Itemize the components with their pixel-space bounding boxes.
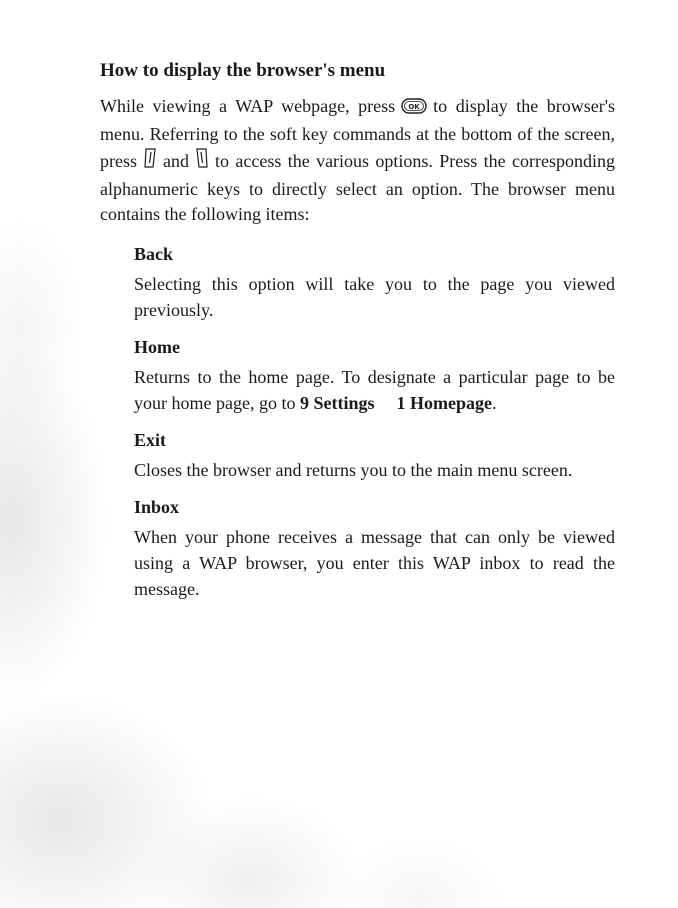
intro-text-2: to display the browser's menu. Referring to the soft key commands at the bottom of the screen, press: [100, 96, 616, 171]
menu-items-list: [134, 242, 615, 602]
intro-text-4: to access the various options. Press the corresponding alphanumeric keys to directly select an option. The browser menu contains the following items:: [100, 151, 615, 224]
item-description: Closes the browser and returns you to the main menu screen.: [134, 459, 573, 480]
section-heading: How to display the browser's menu: [100, 60, 386, 81]
item-description: [134, 364, 615, 416]
menu-item-exit: [134, 428, 615, 483]
ok-key-icon: [401, 96, 427, 122]
svg-text:OK: OK: [408, 103, 420, 111]
settings-path-part2: 1 Homepage: [396, 392, 492, 413]
left-soft-key-icon: [143, 147, 157, 177]
intro-text-1: While viewing a WAP webpage, press: [100, 96, 396, 116]
intro-text-3: and: [163, 151, 189, 171]
item-title: Exit: [134, 429, 167, 450]
menu-item-back: [134, 242, 615, 323]
settings-path-part1: 9 Settings: [299, 392, 375, 413]
item-description-text: Returns to the home page. To designate a particular page to be your home page, go to: [134, 366, 615, 413]
item-title: Back: [134, 243, 174, 264]
right-soft-key-icon: [195, 147, 209, 177]
item-description: When your phone receives a message that can only be viewed using a WAP browser, you enter this WAP inbox to read the message.: [134, 526, 615, 599]
document-body: [100, 58, 615, 614]
item-title: Inbox: [134, 496, 180, 517]
item-description: Selecting this option will take you to the page you viewed previously.: [134, 273, 615, 320]
item-title: Home: [134, 336, 180, 357]
menu-item-home: [134, 335, 615, 416]
menu-item-inbox: [134, 495, 615, 602]
sentence-end: .: [491, 392, 497, 413]
intro-paragraph: [100, 94, 615, 228]
